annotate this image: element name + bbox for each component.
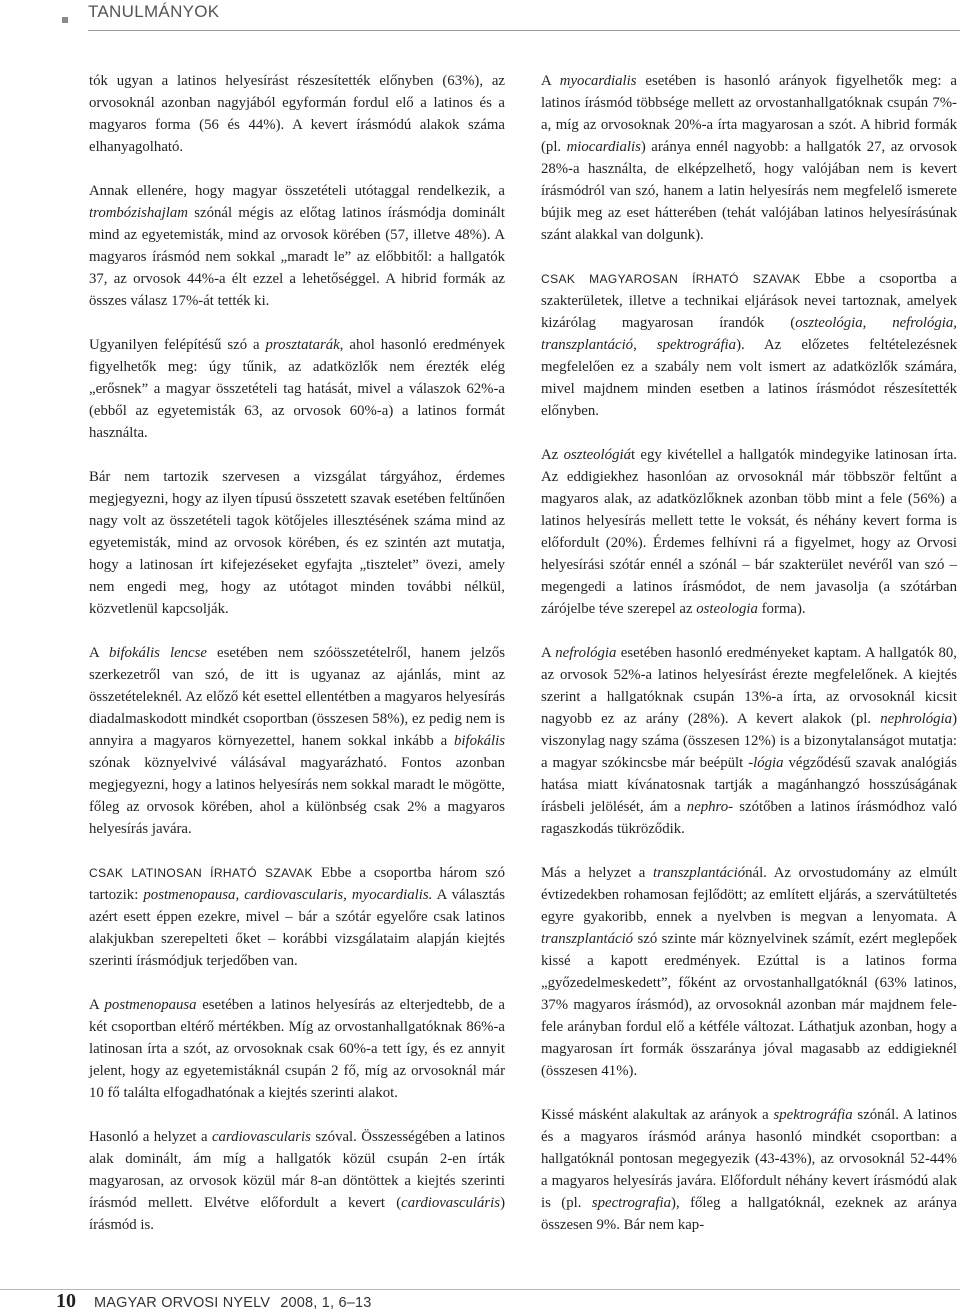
header-rule bbox=[88, 30, 960, 31]
paragraph bbox=[89, 70, 505, 158]
right-column bbox=[541, 70, 957, 1236]
paragraph bbox=[89, 1126, 505, 1236]
text-run: A bbox=[541, 645, 556, 661]
italic-term: nephro- bbox=[686, 799, 734, 815]
text-run: szó szinte már köznyelvinek számít, ezért meglepőek kissé a kapott eredmények. Ezúttal is a latinos forma „győzedelmeskedett”, főként az orvostanhallgatóknál (63% latinos, 37% magyaros írásmód), az orvosoknál azonban már majdnem fele-fele arányban fordul elő a kétféle változat. Láthatjuk azonban, hogy a magyarosan írt formák összaránya jóval magasabb az eddigieknél (összesen 41%). bbox=[541, 931, 957, 1079]
journal-name: MAGYAR ORVOSI NYELV bbox=[94, 1295, 271, 1311]
italic-term: prosztatarák bbox=[265, 337, 340, 353]
text-run: A bbox=[89, 997, 105, 1013]
text-run: Ebbe a csoportba a szakterületek, illetve a technikai eljárások nevei tartoznak, amelyek kizárólag magyarosan írandók ( bbox=[541, 271, 957, 331]
text-run: Hasonló a helyzet a bbox=[89, 1129, 212, 1145]
journal-volume: 2008, 1, 6–13 bbox=[280, 1295, 372, 1311]
text-run: végződésű szavak analógiás hatása miatt kívánatosnak tartják a magánhangzó hosszúságának írásbeli jelölését, ám a bbox=[541, 755, 957, 815]
text-run: nál. Az orvostudomány az elmúlt évtizedekben rohamosan fejlődött; az említett eljárás, a szervátültetés egyre gyakoribb, ennek a nyelvben is megvan a lenyomata. A bbox=[541, 865, 958, 925]
italic-term: cardiovasculáris bbox=[401, 1195, 501, 1211]
page-number: 10 bbox=[56, 1290, 76, 1312]
text-run: t egy kivétellel a hallgatók mindegyike latinosan írta. Az eddigiekhez hasonlóan az orvosoknál már többször feltűnt a magyaros alak, az adatközlőknek azonban több mint a fele (56%) a latinos helyesírás mellett tette le voksát, és néhány kevert forma is előfordult (20%). Érdemes felhívni rá a figyelmet, hogy az Orvosi helyesírási szótár ennél a szónál – bár szakterület nevéről van szó – megengedi a latinos írásmódot, de nem javasolja (a szótárban zárójelbe téve szerepel az bbox=[541, 447, 957, 617]
italic-term: transzplantáció bbox=[541, 931, 634, 947]
paragraph bbox=[89, 642, 505, 840]
text-run: szónak köznyelvivé válásával magyarázható. Fontos azonban megjegyezni, hogy a latinos helyesírás nem sokkal maradt le mögötte, főleg az orvosok körében, ahol a különbség csak 2% a magyaros helyesírás javára. bbox=[89, 755, 505, 837]
text-run: forma). bbox=[757, 601, 806, 617]
text-run: Ugyanilyen felépítésű szó a bbox=[89, 337, 266, 353]
italic-term: postmenopausa bbox=[104, 997, 197, 1013]
italic-term: cardiovascularis bbox=[211, 1129, 311, 1145]
italic-term: bifokális lencse bbox=[108, 645, 207, 661]
italic-term: oszteológiá bbox=[563, 447, 631, 463]
footer-rule bbox=[0, 1289, 960, 1290]
text-run: ). Az előzetes feltételezésnek megfelelően ez a szabály nem volt ismert az adatközlők számára, mivel majdnem minden esetben a latinos írásmódot részesítették előnyben. bbox=[541, 337, 957, 419]
text-run: ), főleg a hallgatóknál, ezeknek az aránya összesen 9%. Bár nem kap- bbox=[541, 1195, 957, 1233]
italic-term: trombózishajlam bbox=[89, 205, 188, 221]
paragraph bbox=[89, 994, 505, 1104]
italic-term: spectrografia bbox=[591, 1195, 672, 1211]
text-run: esetében is hasonló arányok figyelhetők meg: a latinos írásmód többsége mellett az orvostanhallgatóknak csupán 7%-a, míg az orvosoknak 20%-a írta magyarosan a szót. A hibrid formák (pl. bbox=[541, 73, 957, 155]
text-run: esetében nem szóösszetételről, hanem jelzős szerkezetről van szó, de itt is ugyanaz az ajánlás, mint az összetételeknél. Az előző két esettel ellentétben a magyaros helyesírás diadalmaskodott mindkét csoportban (összesen 58%), ez pedig nem is annyira a magyaros környezettel, hanem sokkal inkább a bbox=[89, 645, 505, 749]
text-run: Bár nem tartozik szervesen a vizsgálat tárgyához, érdemes megjegyezni, hogy az ilyen típusú összetett szavak esetében feltűnően nagy volt az összetételi tagok kötőjeles illesztésének száma mind az egyetemisták, mind az orvosok körében, és ez szintén azt mutatja, hogy a latinosan írt kifejezéseket egyfajta „tisztelet” övezi, amely nem engedi meg, hogy az utótagot minden további nélkül, közvetlenül kapcsolják. bbox=[89, 469, 505, 617]
text-run: Kissé másként alakultak az arányok a bbox=[541, 1107, 774, 1123]
italic-term: nephrológia bbox=[880, 711, 953, 727]
italic-term: myocardialis bbox=[559, 73, 637, 89]
text-run: szóval. Összességében a latinos alak dominált, ám míg a hallgatók közül csupán 2-en írták magyarosan, az orvosok közül már 8-an döntöttek a kiejtés szerinti írásmód mellett. Elvétve előfordult a kevert ( bbox=[89, 1129, 505, 1211]
paragraph bbox=[541, 862, 957, 1082]
paragraph bbox=[89, 466, 505, 620]
text-run: szónál mégis az előtag latinos írásmódja dominált mind az egyetemisták, mind az orvosok körében (57, illetve 48%). A magyaros írásmód nem sokkal „maradt le” az előbbitől: a hallgatók 37, az orvosok 44%-a élt ezzel a lehetőséggel. A hibrid formák az összes válasz 17%-át tették ki. bbox=[89, 205, 505, 309]
paragraph bbox=[89, 180, 505, 312]
text-run: A bbox=[89, 645, 109, 661]
text-run: Más a helyzet a bbox=[541, 865, 654, 881]
text-run: Az bbox=[541, 447, 564, 463]
text-run: szótőben a latinos írásmódhoz való ragaszkodás tükröződik. bbox=[541, 799, 957, 837]
left-column bbox=[89, 70, 505, 1236]
text-run: szónál. A latinos és a magyaros írásmód aránya hasonló mindkét csoportban: a hallgatóknál pontosan megegyezik (43-43%), az orvosoknál 52-44% a magyaros helyesírás javára. Előfordult néhány kevert írásmódú alak is (pl. bbox=[541, 1107, 958, 1211]
text-run: ) aránya ennél nagyobb: a hallgatók 27, az orvosok 28%-a használta, de elképzelhető, hogy valójában nem is kevert írásmódról van szó, hanem a latin helyesírás nem megfelelő ismerete bújik meg az eset hátterében (tehát valójában latinos helyesírásúnak szánt alakkal van dolgunk). bbox=[541, 139, 957, 243]
text-run: , ahol hasonló eredmények figyelhetők meg: úgy tűnik, az adatközlők nem érezték elég „erősnek” a magyar összetételi tag hatását, mivel a válaszok 62%-a (ebből az egyetemisták 63, az orvosok 60%-a) a latinos formát használta. bbox=[89, 337, 505, 441]
italic-term: spektrográfia bbox=[773, 1107, 853, 1123]
text-run: A bbox=[541, 73, 560, 89]
text-run: tók ugyan a latinos helyesírást részesítették előnyben (63%), az orvosoknál azonban nagyjából egyformán fordul elő a latinos és a magyaros forma (56 és 44%). A kevert írásmódú alakok száma elhanyagolható. bbox=[89, 73, 505, 155]
italic-term: nefrológia bbox=[555, 645, 617, 661]
section-label: CSAK MAGYAROSAN ÍRHATÓ SZAVAK bbox=[541, 272, 801, 286]
paragraph bbox=[541, 642, 957, 840]
text-run: esetében a latinos helyesírás az elterjedtebb, de a két csoportban eltérő mértékben. Míg az orvostanhallgatóknak 86%-a latinosan írta a szót, az orvosoknak csak 60%-a tett így, és ez annyit jelent, hogy az egyetemistáknál csupán 2 fő, míg az orvosoknál már 10 fő találta elfogadhatónak a kiejtés szerinti alakot. bbox=[89, 997, 505, 1101]
paragraph bbox=[541, 70, 957, 246]
paragraph bbox=[89, 862, 505, 972]
text-run: ) írásmód is. bbox=[89, 1195, 505, 1233]
paragraph bbox=[541, 268, 957, 422]
italic-term: osteologia bbox=[696, 601, 758, 617]
paragraph bbox=[541, 444, 957, 620]
text-run: A választás azért esett éppen ezekre, mivel – bár a szótár egyelőre csak latinos alakjukban szerepelteti őket – korábbi vizsgálataim alapján kiejtés szerinti írásmódjuk terjedőben van. bbox=[89, 887, 505, 969]
italic-term: transzplantáció bbox=[653, 865, 746, 881]
section-label: CSAK LATINOSAN ÍRHATÓ SZAVAK bbox=[89, 866, 313, 880]
italic-term: -lógia bbox=[748, 755, 784, 771]
section-title: TANULMÁNYOK bbox=[88, 2, 220, 21]
text-run: esetében hasonló eredményeket kaptam. A hallgatók 80, az orvosok 52%-a latinos helyesírást érezte megfelelőnek. A kiejtés szerint a hallgatóknak csupán 13%-a írta, az orvosoknál kicsit nagyobb ez az arány (28%). A kevert alakok (pl. bbox=[541, 645, 957, 727]
italic-term: postmenopausa, cardiovascularis, myocardialis. bbox=[143, 887, 433, 903]
journal-info bbox=[94, 1293, 372, 1313]
italic-term: bifokális bbox=[454, 733, 505, 749]
text-run: Ebbe a csoportba három szó tartozik: bbox=[89, 865, 505, 903]
italic-term: miocardialis bbox=[566, 139, 641, 155]
paragraph bbox=[89, 334, 505, 444]
text-run: Annak ellenére, hogy magyar összetételi utótaggal rendelkezik, a bbox=[89, 183, 505, 199]
paragraph bbox=[541, 1104, 957, 1236]
italic-term: oszteológia, nefrológia, transzplantáció, spektrográfia bbox=[541, 315, 957, 353]
header-square-marker bbox=[62, 17, 68, 23]
text-run: ) viszonylag nagy száma (összesen 12%) is a bizonytalanságot mutatja: a magyar szókincsbe már beépült bbox=[541, 711, 957, 771]
